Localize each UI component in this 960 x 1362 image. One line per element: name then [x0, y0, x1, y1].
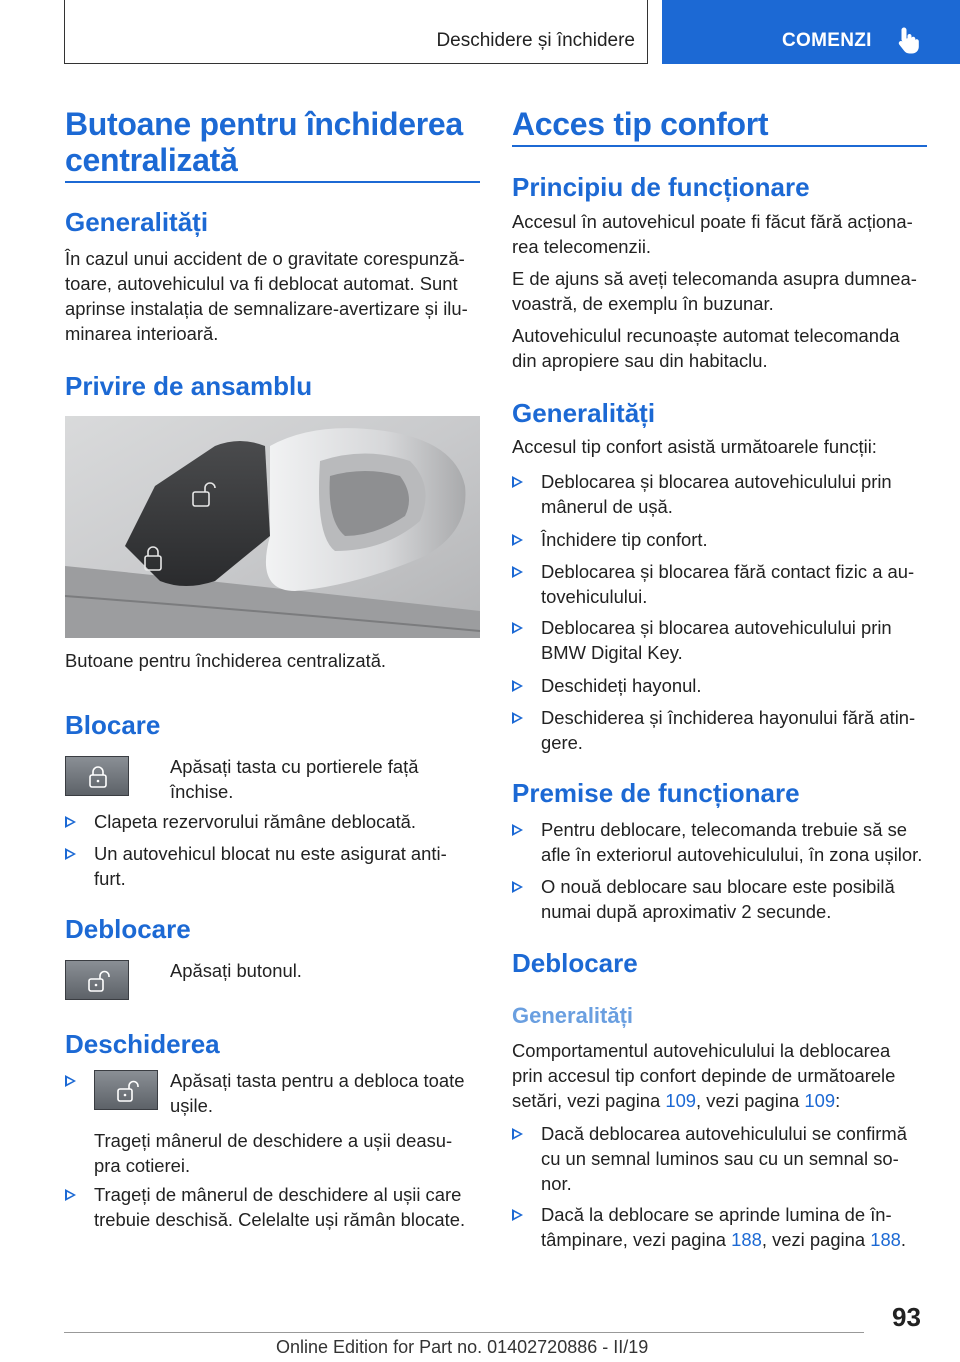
title-rule [65, 181, 480, 183]
bullet-triangle-icon [65, 1189, 76, 1201]
principle-para-1: Accesul în autovehicul poate fi făcut fără acționa- rea telecomenzii. [512, 211, 913, 257]
page-link-109[interactable]: 109 [665, 1090, 697, 1111]
bullet-triangle-icon [512, 476, 523, 488]
paragraph-general: În cazul unui accident de o gravitate corespunză- toare, autovehiculul va fi deblocat automat. Sunt aprinse instalația de semnalizare-avertizare și ilu- minarea interioară. [65, 248, 468, 344]
lock-bullet-2: Un autovehicul blocat nu este asigurat anti- furt. [65, 841, 480, 891]
principle-para-2: E de ajuns să aveți telecomanda asupra dumnea- voastră, de exemplu în buzunar. [512, 268, 917, 314]
lock-bullet-1: Clapeta rezervorului rămâne deblocată. [65, 809, 480, 834]
general-bullet-6: Deschiderea și închiderea hayonului fără atin- gere. [512, 705, 927, 755]
bullet-triangle-icon [512, 712, 523, 724]
unlock-button-image [65, 960, 129, 1000]
bullet-triangle-icon [512, 1209, 523, 1221]
lock-button-image [65, 756, 129, 796]
photo-caption: Butoane pentru închiderea centralizată. [65, 650, 387, 671]
heading-deblocare: Deblocare [65, 914, 191, 944]
open-bullet-1: Apăsați tasta pentru a debloca toate ușile. Trageți mânerul de deschidere a ușii deasu- pra cotierei. [65, 1068, 480, 1178]
bullet-triangle-icon [65, 1075, 76, 1087]
bullet-triangle-icon [512, 680, 523, 692]
unlock-icon [88, 970, 110, 992]
heading-premise: Premise de funcționare [512, 778, 800, 808]
heading-generalitati: Generalități [65, 207, 209, 237]
bullet-triangle-icon [512, 881, 523, 893]
heading-generalitati: Generalități [512, 398, 656, 428]
heading-principle: Principiu de funcționare [512, 172, 810, 202]
general-bullet-4: Deblocarea și blocarea autovehiculului prin BMW Digital Key. [512, 615, 927, 665]
title-rule [512, 145, 927, 147]
bullet-triangle-icon [512, 534, 523, 546]
door-buttons-photo [65, 416, 480, 638]
header-tab-comenzi[interactable] [662, 0, 960, 64]
premise-bullet-1: Pentru deblocare, telecomanda trebuie să se afle în exteriorul autovehiculului, în zona ușilor. [512, 817, 932, 867]
heading-deschiderea: Deschiderea [65, 1029, 220, 1059]
premise-bullet-2: O nouă deblocare sau blocare este posibilă numai după aproximativ 2 secunde. [512, 874, 927, 924]
open-bullet-2: Trageți de mânerul de deschidere al ușii care trebuie deschisă. Celelalte uși rămân blocate. [65, 1182, 480, 1232]
general-intro: Accesul tip confort asistă următoarele funcții: [512, 436, 877, 457]
unlock-instruction: Apăsați butonul. [170, 960, 302, 981]
bullet-triangle-icon [512, 566, 523, 578]
section-title-central-locking: Butoane pentru închiderea centralizată [65, 106, 463, 178]
page-link-109[interactable]: 109 [804, 1090, 836, 1111]
general-bullet-5: Deschideți hayonul. [512, 673, 927, 698]
subheading-generalitati: Generalități [512, 1003, 634, 1028]
unlock-paragraph: Comportamentul autovehiculului la deblocarea prin accesul tip confort depinde de următoarele setări, vezi pagina 109, vezi pagina 109: [512, 1040, 896, 1111]
principle-para-3: Autovehiculul recunoaște automat telecomanda din apropiere sau din habitaclu. [512, 325, 900, 371]
heading-blocare: Blocare [65, 710, 161, 740]
page-link-188[interactable]: 188 [870, 1229, 901, 1250]
page-link-188[interactable]: 188 [731, 1229, 762, 1250]
bullet-triangle-icon [512, 622, 523, 634]
heading-overview: Privire de ansamblu [65, 371, 313, 401]
header-section-title: Deschidere și închidere [436, 30, 635, 51]
page-number: 93 [892, 1302, 921, 1332]
bullet-triangle-icon [512, 1128, 523, 1140]
unlock-icon [117, 1080, 139, 1102]
unlock-bullet-1: Dacă deblocarea autovehiculului se confirmă cu un semnal luminos sau cu un semnal so- nor. [512, 1121, 927, 1196]
general-bullet-1: Deblocarea și blocarea autovehiculului prin mânerul de ușă. [512, 469, 927, 519]
header-tab-label: COMENZI [782, 30, 872, 51]
heading-deblocare: Deblocare [512, 948, 638, 978]
section-title-comfort-access: Acces tip confort [512, 106, 769, 142]
footer-rule [64, 1332, 864, 1333]
general-bullet-2: Închidere tip confort. [512, 527, 927, 552]
bullet-triangle-icon [512, 824, 523, 836]
footer-edition: Online Edition for Part no. 01402720886 - II/19 [276, 1337, 649, 1357]
lock-instruction: Apăsați tasta cu portierele față închise. [170, 756, 419, 802]
general-bullet-3: Deblocarea și blocarea fără contact fizic a au- tovehiculului. [512, 559, 927, 609]
header-section-box [64, 0, 648, 64]
unlock-bullet-2: Dacă la deblocare se aprinde lumina de în- tâmpinare, vezi pagina 188, vezi pagina 188. [512, 1202, 927, 1252]
unlock-button-image [94, 1070, 158, 1110]
lock-icon [88, 766, 108, 788]
bullet-triangle-icon [65, 848, 76, 860]
bullet-triangle-icon [65, 816, 76, 828]
hand-pointer-icon [898, 26, 922, 54]
